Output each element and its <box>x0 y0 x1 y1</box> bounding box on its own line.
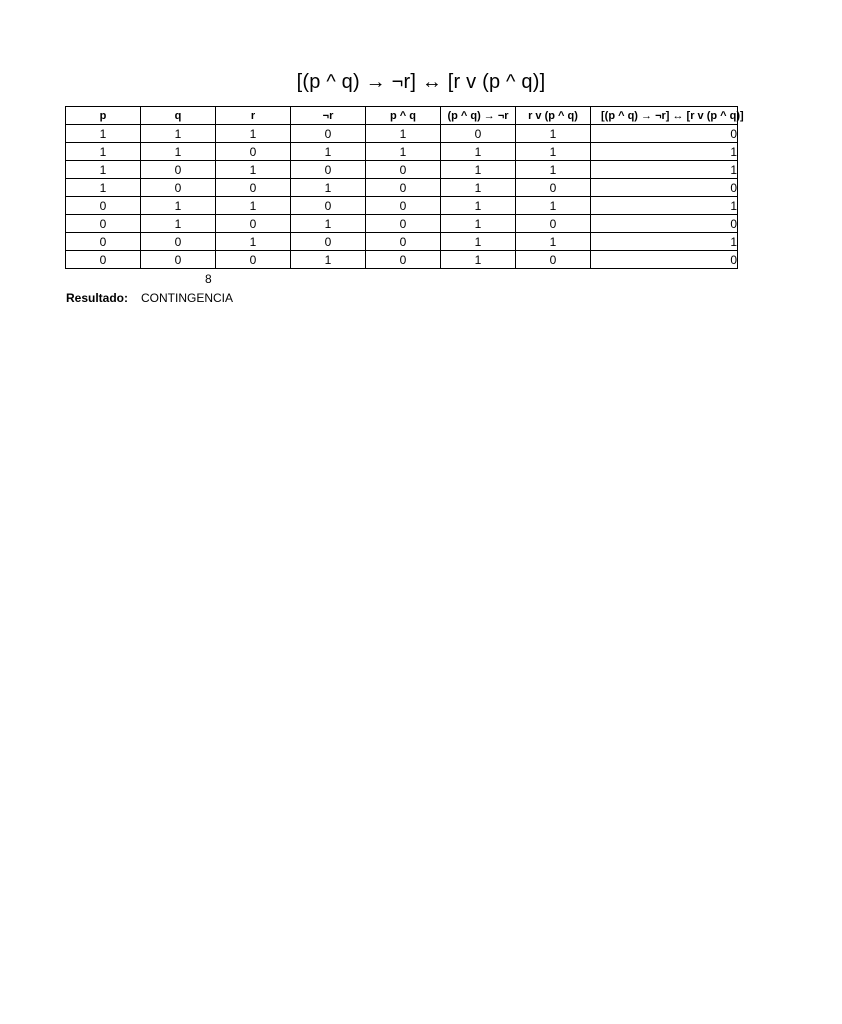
table-cell: 0 <box>516 179 591 197</box>
column-header: (p ^ q) → ¬r <box>441 107 516 125</box>
result-label: Resultado: <box>66 291 129 305</box>
table-cell: 0 <box>591 125 738 143</box>
table-cell: 1 <box>291 215 366 233</box>
table-cell: 1 <box>291 251 366 269</box>
table-cell: 0 <box>66 251 141 269</box>
table-cell: 1 <box>441 233 516 251</box>
truth-table-container <box>65 106 744 269</box>
table-row <box>66 251 738 269</box>
table-cell: 0 <box>291 125 366 143</box>
table-cell: 1 <box>516 233 591 251</box>
table-cell: 0 <box>141 233 216 251</box>
table-cell: 0 <box>441 125 516 143</box>
table-cell: 0 <box>366 251 441 269</box>
table-cell: 1 <box>441 197 516 215</box>
table-cell: 1 <box>291 143 366 161</box>
table-cell: 1 <box>441 215 516 233</box>
table-cell: 1 <box>291 179 366 197</box>
table-cell: 1 <box>441 251 516 269</box>
table-cell: 1 <box>366 125 441 143</box>
column-header: q <box>141 107 216 125</box>
table-body <box>66 125 738 269</box>
table-cell: 0 <box>66 233 141 251</box>
column-header: ¬r <box>291 107 366 125</box>
table-row <box>66 143 738 161</box>
table-cell: 0 <box>141 179 216 197</box>
table-cell: 1 <box>591 233 738 251</box>
truth-table <box>65 106 744 269</box>
table-cell: 1 <box>141 197 216 215</box>
table-cell: 1 <box>441 161 516 179</box>
table-row <box>66 197 738 215</box>
table-cell: 0 <box>516 251 591 269</box>
table-cell: 1 <box>366 143 441 161</box>
column-header: p ^ q <box>366 107 441 125</box>
table-cell: 0 <box>291 161 366 179</box>
table-cell: 0 <box>66 215 141 233</box>
table-cell: 1 <box>591 197 738 215</box>
table-cell: 1 <box>516 197 591 215</box>
table-cell: 0 <box>141 251 216 269</box>
table-cell: 0 <box>66 197 141 215</box>
column-header: p <box>66 107 141 125</box>
table-cell: 1 <box>141 215 216 233</box>
table-cell: 1 <box>516 125 591 143</box>
table-cell: 1 <box>591 161 738 179</box>
table-row <box>66 215 738 233</box>
table-cell: 1 <box>441 179 516 197</box>
table-cell: 0 <box>366 179 441 197</box>
table-cell: 1 <box>66 143 141 161</box>
table-cell: 1 <box>216 125 291 143</box>
table-row <box>66 125 738 143</box>
table-cell: 0 <box>216 215 291 233</box>
table-row <box>66 179 738 197</box>
table-cell: 1 <box>516 143 591 161</box>
table-cell: 0 <box>216 143 291 161</box>
result-value: CONTINGENCIA <box>141 291 234 305</box>
table-row <box>66 233 738 251</box>
table-cell: 0 <box>291 233 366 251</box>
table-cell: 1 <box>141 125 216 143</box>
column-header: r v (p ^ q) <box>516 107 591 125</box>
table-cell: 1 <box>216 161 291 179</box>
table-cell: 1 <box>441 143 516 161</box>
table-cell: 1 <box>216 233 291 251</box>
table-cell: 0 <box>591 179 738 197</box>
table-row <box>66 161 738 179</box>
table-cell: 0 <box>366 233 441 251</box>
table-cell: 0 <box>366 215 441 233</box>
table-cell: 0 <box>141 161 216 179</box>
table-cell: 0 <box>291 197 366 215</box>
table-cell: 0 <box>366 161 441 179</box>
formula-title: [(p ^ q) → ¬r] ↔ [r v (p ^ q)] <box>296 71 546 93</box>
table-cell: 0 <box>591 251 738 269</box>
table-header-row <box>66 107 738 125</box>
table-cell: 1 <box>66 179 141 197</box>
table-cell: 0 <box>516 215 591 233</box>
table-cell: 1 <box>66 161 141 179</box>
table-cell: 0 <box>216 251 291 269</box>
table-cell: 0 <box>216 179 291 197</box>
table-cell: 1 <box>141 143 216 161</box>
table-cell: 1 <box>66 125 141 143</box>
column-header: [(p ^ q) → ¬r] ↔ [r v (p ^ q)] <box>591 107 738 125</box>
row-count: 8 <box>205 272 212 286</box>
table-cell: 0 <box>591 215 738 233</box>
table-cell: 1 <box>216 197 291 215</box>
table-cell: 1 <box>516 161 591 179</box>
table-cell: 0 <box>366 197 441 215</box>
table-cell: 1 <box>591 143 738 161</box>
column-header: r <box>216 107 291 125</box>
